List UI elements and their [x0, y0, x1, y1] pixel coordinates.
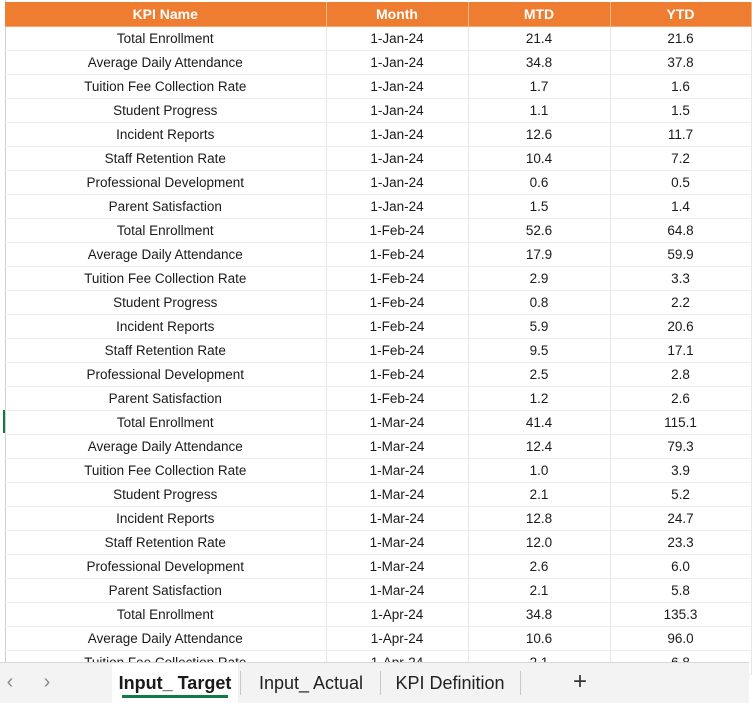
cell-month[interactable]: 1-Feb-24	[326, 219, 468, 243]
cell-month[interactable]: 1-Mar-24	[326, 435, 468, 459]
header-mtd[interactable]: MTD	[468, 2, 610, 27]
cell-mtd[interactable]: 0.8	[468, 291, 610, 315]
tab-separator	[520, 671, 521, 695]
add-sheet-icon[interactable]: +	[572, 668, 587, 695]
cell-mtd[interactable]: 34.8	[468, 51, 610, 75]
table-row	[5, 171, 751, 195]
active-tab-underline	[122, 695, 228, 698]
table-row	[5, 555, 751, 579]
cell-month[interactable]: 1-Mar-24	[326, 483, 468, 507]
cell-kpi-name[interactable]: Professional Development	[5, 171, 326, 195]
cell-ytd[interactable]: 17.1	[610, 339, 751, 363]
cell-ytd[interactable]: 21.6	[610, 27, 751, 51]
cell-month[interactable]: 1-Apr-24	[326, 627, 468, 651]
cell-mtd[interactable]: 2.6	[468, 555, 610, 579]
cell-kpi-name[interactable]: Average Daily Attendance	[5, 51, 326, 75]
cell-kpi-name[interactable]: Average Daily Attendance	[5, 435, 326, 459]
table-row	[5, 459, 751, 483]
cell-month[interactable]: 1-Feb-24	[326, 291, 468, 315]
header-ytd[interactable]: YTD	[610, 2, 751, 27]
cell-kpi-name[interactable]: Total Enrollment	[5, 27, 326, 51]
table-row	[5, 195, 751, 219]
cell-mtd[interactable]: 9.5	[468, 339, 610, 363]
table-row	[5, 435, 751, 459]
cell-kpi-name[interactable]: Parent Satisfaction	[5, 579, 326, 603]
cell-mtd[interactable]: 0.6	[468, 171, 610, 195]
table-row	[5, 147, 751, 171]
cell-ytd[interactable]: 6.0	[610, 555, 751, 579]
table-row	[5, 27, 751, 51]
cell-mtd[interactable]: 34.8	[468, 603, 610, 627]
cell-month[interactable]: 1-Feb-24	[326, 387, 468, 411]
cell-ytd[interactable]: 3.9	[610, 459, 751, 483]
cell-kpi-name[interactable]: Average Daily Attendance	[5, 627, 326, 651]
cell-mtd[interactable]: 10.4	[468, 147, 610, 171]
table-row	[5, 531, 751, 555]
tab-separator	[240, 671, 241, 695]
cell-month[interactable]: 1-Mar-24	[326, 555, 468, 579]
cell-month[interactable]: 1-Feb-24	[326, 363, 468, 387]
cell-month[interactable]: 1-Jan-24	[326, 147, 468, 171]
cell-kpi-name[interactable]: Staff Retention Rate	[5, 147, 326, 171]
table-row	[5, 267, 751, 291]
table-row	[5, 627, 751, 651]
tab-input-target[interactable]	[112, 663, 238, 703]
cell-kpi-name[interactable]: Student Progress	[5, 99, 326, 123]
cell-mtd[interactable]: 52.6	[468, 219, 610, 243]
cell-kpi-name[interactable]: Staff Retention Rate	[5, 531, 326, 555]
cell-kpi-name[interactable]: Tuition Fee Collection Rate	[5, 459, 326, 483]
cell-kpi-name[interactable]: Total Enrollment	[5, 411, 326, 435]
cell-ytd[interactable]: 1.4	[610, 195, 751, 219]
cell-mtd[interactable]: 2.9	[468, 267, 610, 291]
table-row	[5, 51, 751, 75]
sheet-tab-bar	[0, 662, 749, 703]
cell-month[interactable]: 1-Mar-24	[326, 507, 468, 531]
tab-input-actual[interactable]	[246, 663, 376, 703]
cell-ytd[interactable]: 79.3	[610, 435, 751, 459]
cell-month[interactable]: 1-Jan-24	[326, 99, 468, 123]
table-row	[5, 243, 751, 267]
cell-kpi-name[interactable]: Total Enrollment	[5, 219, 326, 243]
cell-month[interactable]: 1-Feb-24	[326, 267, 468, 291]
cell-month[interactable]: 1-Jan-24	[326, 123, 468, 147]
cell-kpi-name[interactable]: Tuition Fee Collection Rate	[5, 267, 326, 291]
cell-mtd[interactable]: 12.8	[468, 507, 610, 531]
cell-month[interactable]: 1-Jan-24	[326, 51, 468, 75]
header-kpi-name[interactable]: KPI Name	[5, 2, 326, 27]
cell-mtd[interactable]: 1.0	[468, 459, 610, 483]
table-row	[5, 219, 751, 243]
cell-kpi-name[interactable]: Total Enrollment	[5, 603, 326, 627]
cell-kpi-name[interactable]: Average Daily Attendance	[5, 243, 326, 267]
cell-mtd[interactable]: 1.7	[468, 75, 610, 99]
cell-month[interactable]: 1-Jan-24	[326, 75, 468, 99]
cell-ytd[interactable]: 3.3	[610, 267, 751, 291]
cell-kpi-name[interactable]: Professional Development	[5, 363, 326, 387]
tab-label: KPI Definition	[395, 673, 505, 693]
cell-kpi-name[interactable]: Incident Reports	[5, 507, 326, 531]
cell-mtd[interactable]: 1.5	[468, 195, 610, 219]
table-row	[5, 387, 751, 411]
cell-mtd[interactable]: 2.1	[468, 483, 610, 507]
cell-kpi-name[interactable]: Student Progress	[5, 483, 326, 507]
table-row	[5, 339, 751, 363]
cell-ytd[interactable]: 2.2	[610, 291, 751, 315]
table-row	[5, 579, 751, 603]
cell-kpi-name[interactable]: Staff Retention Rate	[5, 339, 326, 363]
cell-mtd[interactable]: 10.6	[468, 627, 610, 651]
cell-month[interactable]: 1-Apr-24	[326, 603, 468, 627]
cell-kpi-name[interactable]: Incident Reports	[5, 123, 326, 147]
tab-kpi-definition[interactable]	[385, 663, 515, 703]
cell-mtd[interactable]: 1.2	[468, 387, 610, 411]
cell-kpi-name[interactable]: Parent Satisfaction	[5, 195, 326, 219]
cell-ytd[interactable]: 2.8	[610, 363, 751, 387]
cell-month[interactable]: 1-Mar-24	[326, 411, 468, 435]
tab-label: Input_ Target	[118, 673, 232, 693]
cell-mtd[interactable]: 2.1	[468, 579, 610, 603]
table-row	[5, 291, 751, 315]
cell-mtd[interactable]: 12.6	[468, 123, 610, 147]
cell-ytd[interactable]: 0.5	[610, 171, 751, 195]
cell-ytd[interactable]: 2.6	[610, 387, 751, 411]
cell-kpi-name[interactable]: Parent Satisfaction	[5, 387, 326, 411]
cell-kpi-name[interactable]: Tuition Fee Collection Rate	[5, 75, 326, 99]
cell-mtd[interactable]: 5.9	[468, 315, 610, 339]
cell-month[interactable]: 1-Feb-24	[326, 339, 468, 363]
cell-mtd[interactable]: 2.5	[468, 363, 610, 387]
cell-ytd[interactable]: 7.2	[610, 147, 751, 171]
cell-kpi-name[interactable]: Professional Development	[5, 555, 326, 579]
cell-ytd[interactable]: 135.3	[610, 603, 751, 627]
table-row	[5, 363, 751, 387]
scroll-left-icon[interactable]: ‹	[6, 671, 14, 693]
cell-mtd[interactable]: 21.4	[468, 27, 610, 51]
cell-month[interactable]: 1-Mar-24	[326, 531, 468, 555]
cell-ytd[interactable]: 5.8	[610, 579, 751, 603]
cell-ytd[interactable]: 1.5	[610, 99, 751, 123]
tab-label: Input_ Actual	[258, 673, 364, 693]
cell-mtd[interactable]: 17.9	[468, 243, 610, 267]
cell-ytd[interactable]: 37.8	[610, 51, 751, 75]
table-row	[5, 411, 751, 435]
cell-ytd[interactable]: 115.1	[610, 411, 751, 435]
header-month[interactable]: Month	[326, 2, 468, 27]
cell-month[interactable]: 1-Jan-24	[326, 195, 468, 219]
table-row	[5, 99, 751, 123]
cell-mtd[interactable]: 1.1	[468, 99, 610, 123]
cell-mtd[interactable]: 12.4	[468, 435, 610, 459]
cell-kpi-name[interactable]: Incident Reports	[5, 315, 326, 339]
cell-month[interactable]: 1-Mar-24	[326, 579, 468, 603]
table-row	[5, 483, 751, 507]
kpi-table	[5, 2, 752, 675]
cell-ytd[interactable]: 64.8	[610, 219, 751, 243]
table-row	[5, 603, 751, 627]
header-row	[5, 2, 751, 27]
cell-month[interactable]: 1-Feb-24	[326, 315, 468, 339]
cell-ytd[interactable]: 96.0	[610, 627, 751, 651]
cell-ytd[interactable]: 20.6	[610, 315, 751, 339]
cell-mtd[interactable]: 41.4	[468, 411, 610, 435]
cell-kpi-name[interactable]: Student Progress	[5, 291, 326, 315]
table-row	[5, 507, 751, 531]
cell-ytd[interactable]: 11.7	[610, 123, 751, 147]
cell-month[interactable]: 1-Jan-24	[326, 171, 468, 195]
cell-month[interactable]: 1-Feb-24	[326, 243, 468, 267]
scroll-right-icon[interactable]: ›	[43, 671, 51, 693]
cell-ytd[interactable]: 5.2	[610, 483, 751, 507]
table-row	[5, 123, 751, 147]
cell-mtd[interactable]: 12.0	[468, 531, 610, 555]
cell-month[interactable]: 1-Mar-24	[326, 459, 468, 483]
cell-ytd[interactable]: 24.7	[610, 507, 751, 531]
cell-month[interactable]: 1-Jan-24	[326, 27, 468, 51]
table-row	[5, 315, 751, 339]
cell-ytd[interactable]: 1.6	[610, 75, 751, 99]
tab-separator	[380, 671, 381, 695]
table-row	[5, 75, 751, 99]
cell-ytd[interactable]: 59.9	[610, 243, 751, 267]
cell-ytd[interactable]: 23.3	[610, 531, 751, 555]
